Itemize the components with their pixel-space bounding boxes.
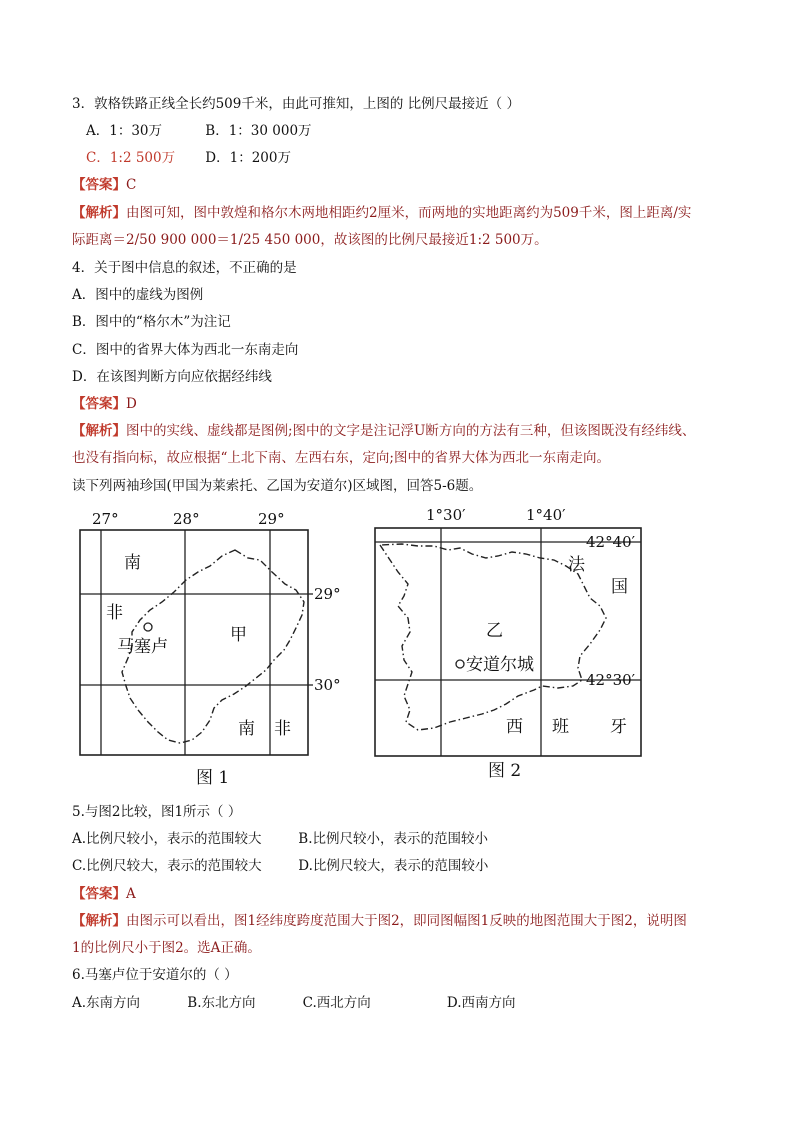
analysis-text: 图中的实线、虚线都是图例;图中的文字是注记浮U断方向的方法有三种，但该图既没有经纬线、 xyxy=(126,423,696,439)
map1-label-fei2: 非 xyxy=(274,719,291,739)
q5-analysis-line2: 1的比例尺小于图2。选A正确。 xyxy=(72,940,261,956)
analysis-tag: 【解析】 xyxy=(72,913,126,929)
map2-lon-1-40: 1°40′ xyxy=(526,506,566,524)
q6-options-row xyxy=(72,993,516,1013)
map2-lat-42-40: 42°40′ xyxy=(586,533,636,551)
map1-label-nan2: 南 xyxy=(238,719,255,739)
q4-stem: 4．关于图中信息的叙述，不正确的是 xyxy=(72,260,297,276)
q5-options-row1 xyxy=(72,829,488,849)
answer-tag: 【答案】 xyxy=(72,886,126,902)
answer-tag: 【答案】 xyxy=(72,396,126,412)
map2-caption: 图 2 xyxy=(488,761,522,781)
map2-lat-42-30: 42°30′ xyxy=(586,671,636,689)
answer-value: D xyxy=(126,396,137,412)
q3-options-row1 xyxy=(86,121,312,141)
map1-label-fei: 非 xyxy=(106,603,123,623)
analysis-text: 由图可知，图中敦煌和格尔木两地相距约2厘米，而两地的实地距离约为509千米，图上距离/实 xyxy=(126,205,692,221)
q3-stem: 3．敦格铁路正线全长约509千米，由此可推知，上图的 比例尺最接近（ ） xyxy=(72,96,520,112)
map1-lat-29: 29° xyxy=(314,585,341,603)
q3-option-d: D．1：200万 xyxy=(205,150,291,166)
q4-option-d: D．在该图判断方向应依据经纬线 xyxy=(72,369,272,385)
q3-option-c: C．1:2 500万 xyxy=(86,150,176,166)
analysis-tag: 【解析】 xyxy=(72,423,126,439)
map1-label-jia: 甲 xyxy=(230,625,247,645)
map2-label-xi: 西 xyxy=(506,717,523,737)
q4-answer xyxy=(72,394,137,414)
q4-option-c: C．图中的省界大体为西北一东南走向 xyxy=(72,342,299,358)
q5-option-c: C.比例尺较大，表示的范围较大 xyxy=(72,858,262,874)
map1-lon-29: 29° xyxy=(258,510,285,528)
q4-analysis-line2: 也没有指向标，故应根据“上北下南、左西右东，定向;图中的省界大体为西北一东南走向。 xyxy=(72,450,610,466)
map2-label-andorra: 安道尔城 xyxy=(466,655,534,675)
q3-answer xyxy=(72,175,136,195)
map2-label-ban: 班 xyxy=(552,717,569,737)
q5-analysis-line1 xyxy=(72,911,687,931)
q5-option-b: B.比例尺较小，表示的范围较小 xyxy=(298,831,489,847)
q3-option-b: B．1：30 000万 xyxy=(205,123,312,139)
q5-option-a: A.比例尺较小，表示的范围较大 xyxy=(72,831,262,847)
intro-text: 读下列两袖珍国(甲国为莱索托、乙国为安道尔)区域图，回答5-6题。 xyxy=(72,478,483,494)
map1-lat-30: 30° xyxy=(314,676,341,694)
analysis-text: 由图示可以看出，图1经纬度跨度范围大于图2，即同图幅图1反映的地图范围大于图2，说明图 xyxy=(126,913,687,929)
q4-option-b: B．图中的“格尔木”为注记 xyxy=(72,314,231,330)
map-figure-2 xyxy=(368,500,668,790)
map2-label-ya: 牙 xyxy=(610,717,627,737)
map-figure-1 xyxy=(70,500,360,800)
q5-options-row2 xyxy=(72,856,488,876)
q3-analysis-line1 xyxy=(72,203,691,223)
answer-tag: 【答案】 xyxy=(72,177,126,193)
q3-analysis-line2: 际距离＝2/50 900 000＝1/25 450 000，故该图的比例尺最接近1:2 500万。 xyxy=(72,232,548,248)
map2-label-fa: 法 xyxy=(568,555,585,575)
map2-label-yi: 乙 xyxy=(486,621,503,641)
q6-option-d: D.西南方向 xyxy=(446,995,516,1011)
q3-option-a: A．1：30万 xyxy=(86,123,163,139)
answer-value: A xyxy=(126,886,136,902)
answer-value: C xyxy=(126,177,137,193)
andorra-dot-icon xyxy=(456,660,464,668)
q6-option-c: C.西北方向 xyxy=(302,995,371,1011)
analysis-tag: 【解析】 xyxy=(72,205,126,221)
map1-label-maseru: 马塞卢 xyxy=(117,637,168,657)
map2-lon-1-30: 1°30′ xyxy=(426,506,466,524)
map1-caption: 图 1 xyxy=(196,768,230,788)
q5-answer xyxy=(72,884,136,904)
q4-analysis-line1 xyxy=(72,421,695,441)
q4-option-a: A．图中的虚线为图例 xyxy=(72,287,204,303)
map2-label-guo: 国 xyxy=(611,577,628,597)
q5-stem: 5.与图2比较，图1所示（ ） xyxy=(72,804,242,820)
maseru-dot-icon xyxy=(144,623,152,631)
q6-stem: 6.马塞卢位于安道尔的（ ） xyxy=(72,967,238,983)
q6-option-a: A.东南方向 xyxy=(72,995,141,1011)
map1-lon-28: 28° xyxy=(173,510,200,528)
map1-lon-27: 27° xyxy=(92,510,119,528)
q6-option-b: B.东北方向 xyxy=(187,995,256,1011)
q5-option-d: D.比例尺较大，表示的范围较小 xyxy=(298,858,489,874)
q3-options-row2 xyxy=(86,148,291,168)
map1-label-nan: 南 xyxy=(124,553,141,573)
